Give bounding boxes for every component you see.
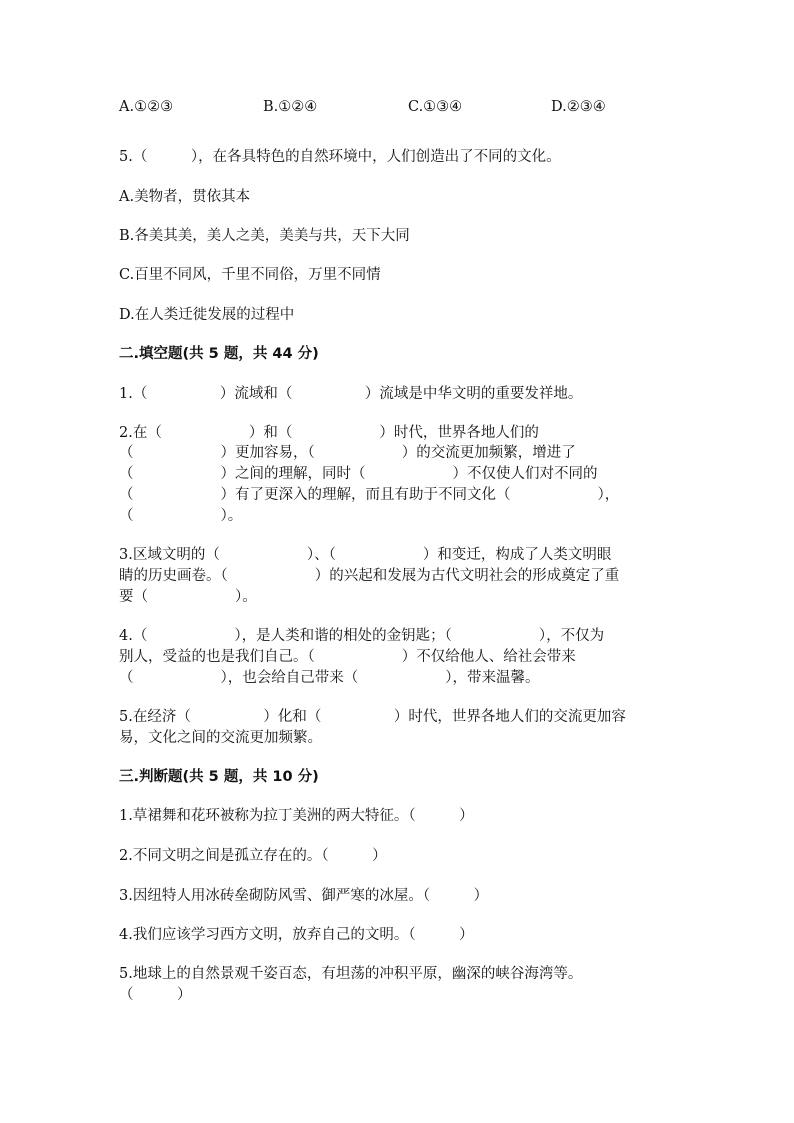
fill-q2-line: （ ）更加容易，（ ）的交流更加频繁，增进了 [119, 445, 576, 461]
fill-q4-line: 4.（ ），是人类和谐的相处的金钥匙；（ ），不仅为 [119, 628, 605, 644]
fill-q3-line: 要（ ）。 [119, 589, 257, 605]
q5-option-a: A.美物者，贯依其本 [119, 189, 251, 205]
q4-option-b: B.①②④ [263, 99, 318, 115]
fill-q2-line: 2.在（ ）和（ ）时代，世界各地人们的 [119, 425, 539, 441]
fill-q4-line: （ ），也会给自己带来（ ），带来温馨。 [119, 670, 540, 686]
fill-q2-line: （ ）有了更深入的理解，而且有助于不同文化（ ）， [119, 487, 620, 503]
fill-q3-line: 3.区域文明的（ ）、（ ）和变迁，构成了人类文明眼 [119, 547, 612, 563]
section-title-true-false: 三.判断题(共 5 题，共 10 分) [119, 769, 319, 785]
fill-q4-line: 别人，受益的也是我们自己。（ ）不仅给他人、给社会带来 [119, 649, 576, 665]
q4-option-c: C.①③④ [408, 99, 463, 115]
fill-q5-line: 易，文化之间的交流更加频繁。 [119, 730, 322, 746]
q4-option-d: D.②③④ [551, 99, 606, 115]
fill-q5-line: 5.在经济（ ）化和（ ）时代，世界各地人们的交流更加容 [119, 709, 626, 725]
q4-option-a: A.①②③ [119, 99, 174, 115]
fill-q1-line: 1.（ ）流域和（ ）流域是中华文明的重要发祥地。 [119, 386, 583, 402]
tf-q5-line: 5.地球上的自然景观千姿百态，有坦荡的冲积平原，幽深的峡谷海湾等。 [119, 966, 583, 982]
tf-q3: 3.因纽特人用冰砖垒砌防风雪、御严寒的冰屋。（ ） [119, 888, 489, 904]
section-title-fill-blank: 二.填空题(共 5 题，共 44 分) [119, 346, 319, 362]
fill-q2-line: （ ）之间的理解，同时（ ）不仅使人们对不同的 [119, 466, 598, 482]
tf-q4: 4.我们应该学习西方文明，放弃自己的文明。（ ） [119, 927, 474, 943]
tf-q1: 1.草裙舞和花环被称为拉丁美洲的两大特征。（ ） [119, 808, 474, 824]
tf-q5-line: （ ） [119, 987, 192, 1003]
fill-q3-line: 睛的历史画卷。（ ）的兴起和发展为古代文明社会的形成奠定了重 [119, 568, 620, 584]
fill-q2-line: （ ）。 [119, 508, 243, 524]
q5-option-c: C.百里不同风，千里不同俗，万里不同情 [119, 267, 381, 283]
q5-option-b: B.各美其美，美人之美，美美与共，天下大同 [119, 228, 410, 244]
q5-option-d: D.在人类迁徙发展的过程中 [119, 307, 295, 323]
tf-q2: 2.不同文明之间是孤立存在的。（ ） [119, 848, 387, 864]
q5-stem: 5.（ ），在各具特色的自然环境中，人们创造出了不同的文化。 [119, 149, 561, 165]
